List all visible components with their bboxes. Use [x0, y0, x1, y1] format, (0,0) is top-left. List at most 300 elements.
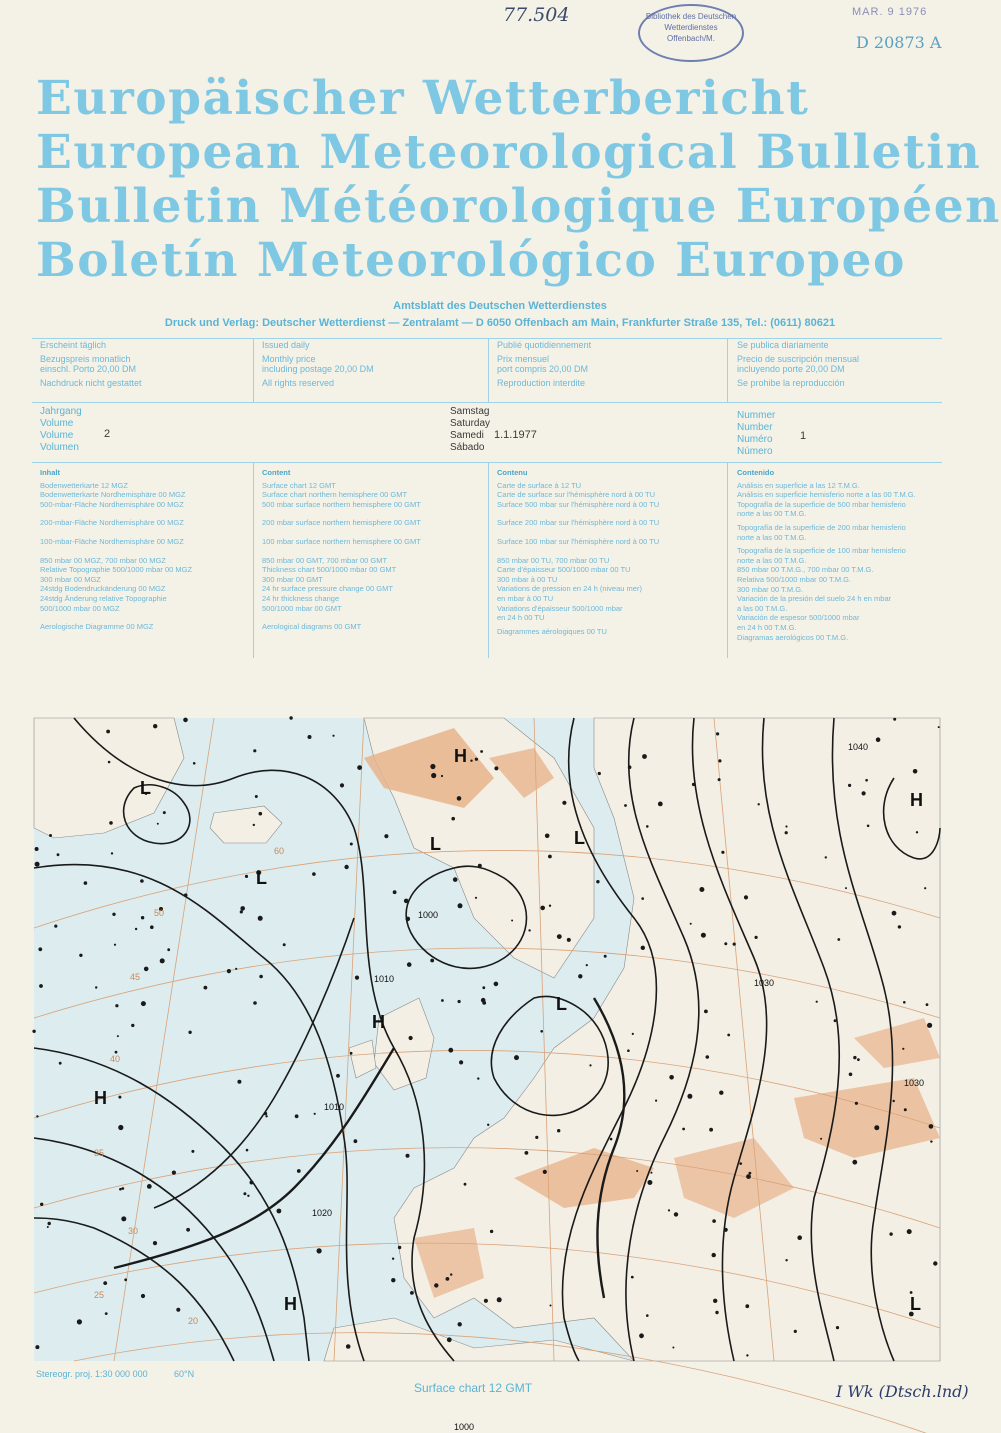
- station-marker: [57, 853, 60, 856]
- station-marker: [259, 812, 263, 816]
- station-marker: [59, 1062, 62, 1065]
- station-marker: [475, 758, 478, 761]
- station-marker: [147, 1184, 152, 1189]
- station-marker: [448, 1048, 453, 1053]
- station-marker: [150, 925, 154, 929]
- station-marker: [874, 1125, 879, 1130]
- info-german: Erscheint täglich Bezugspreis monatlich einschl. Porto 20,00 DM Nachdruck nicht gestattet: [40, 340, 142, 388]
- station-marker: [825, 856, 827, 858]
- high-pressure-label: H: [910, 790, 923, 810]
- station-marker: [453, 877, 458, 882]
- station-marker: [836, 1326, 839, 1329]
- station-marker: [121, 1216, 126, 1221]
- station-marker: [312, 872, 316, 876]
- station-marker: [589, 1064, 591, 1066]
- station-marker: [404, 899, 409, 904]
- station-marker: [111, 852, 113, 854]
- station-marker: [191, 1150, 194, 1153]
- station-marker: [647, 1180, 652, 1185]
- contents-german: Inhalt Bodenwetterkarte 12 MGZ Bodenwetterkarte Nordhemisphäre 00 MGZ 500-mbar-Fläche Nordhemisphäre 00 MGZ 200-mbar-Fläche Nordhemisphäre 00 MGZ 100-mbar-Fläche Nordhemisphäre 00 MGZ 850 mbar 00 MGZ, 700 mbar 00 MGZ Relative Topographie 500/1000 mbar 00 MGZ 300 mbar 00 MGZ 24stdg Bodendruckänderung 00 MGZ 24stdg Änderung relative Topographie 500/1000 mbar 00 MGZ Aerologische Diagramme 00 MGZ: [40, 468, 193, 632]
- station-marker: [699, 887, 704, 892]
- station-marker: [655, 1100, 657, 1102]
- latitude-label: 20: [188, 1316, 199, 1326]
- isobar-label: 1000: [418, 910, 439, 920]
- station-marker: [240, 906, 245, 911]
- station-marker: [124, 1278, 127, 1281]
- station-marker: [709, 1128, 713, 1132]
- station-marker: [816, 1001, 818, 1003]
- station-marker: [487, 1124, 489, 1126]
- station-marker: [253, 824, 255, 826]
- station-marker: [470, 760, 472, 762]
- latitude-label: 25: [94, 1290, 105, 1300]
- station-marker: [916, 831, 918, 833]
- station-marker: [35, 847, 39, 851]
- station-marker: [135, 928, 137, 930]
- station-marker: [712, 1253, 716, 1257]
- station-marker: [407, 962, 412, 967]
- station-marker: [39, 984, 43, 988]
- station-marker: [464, 1183, 467, 1186]
- station-marker: [458, 1000, 461, 1003]
- station-marker: [237, 1080, 241, 1084]
- map-caption: Surface chart 12 GMT: [414, 1381, 533, 1395]
- station-marker: [227, 969, 231, 973]
- station-marker: [204, 986, 208, 990]
- station-marker: [628, 765, 632, 769]
- latitude-label: 45: [130, 972, 141, 982]
- station-marker: [35, 862, 40, 867]
- station-marker: [176, 1308, 180, 1312]
- station-marker: [112, 913, 115, 916]
- station-marker: [36, 1115, 38, 1117]
- station-marker: [624, 804, 627, 807]
- station-marker: [458, 1322, 462, 1326]
- handwritten-note: I Wk (Dtsch.lnd): [836, 1382, 969, 1401]
- station-marker: [406, 1154, 410, 1158]
- isobar-label: 1030: [754, 978, 775, 988]
- station-marker: [557, 1129, 560, 1132]
- station-marker: [926, 1003, 929, 1006]
- station-marker: [258, 916, 263, 921]
- station-marker: [346, 1344, 351, 1349]
- station-marker: [930, 1140, 932, 1142]
- station-marker: [704, 1010, 708, 1014]
- high-pressure-label: H: [284, 1294, 297, 1314]
- station-marker: [674, 1212, 678, 1216]
- station-marker: [758, 803, 760, 805]
- volume-value: 2: [104, 428, 111, 440]
- contents-english: Content Surface chart 12 GMT Surface chart northern hemisphere 00 GMT 500 mbar surface northern hemisphere 00 GMT 200 mbar surface northern hemisphere 00 GMT 100 mbar surface northern hemisphere 00 GMT 850 mbar 00 GMT, 700 mbar 00 GMT Thickness chart 500/1000 mbar 00 GMT 300 mbar 00 GMT 24 hr surface pressure change 00 GMT 24 hr thickness change 500/1000 mbar 00 GMT Aerological diagrams 00 GMT: [262, 468, 421, 632]
- title-spanish: Boletín Meteorológico Europeo: [36, 233, 906, 288]
- station-marker: [715, 1311, 718, 1314]
- station-marker: [706, 1055, 710, 1059]
- station-marker: [118, 1125, 123, 1130]
- day-labels: Samstag Saturday Samedi Sábado: [450, 406, 491, 453]
- info-spanish: Se publica diariamente Precio de suscripción mensual incluyendo porte 20,00 DM Se prohibe la reproducción: [737, 340, 860, 388]
- station-marker: [458, 903, 463, 908]
- station-marker: [336, 1074, 340, 1078]
- station-marker: [716, 732, 719, 735]
- station-marker: [820, 1138, 822, 1140]
- station-marker: [557, 934, 562, 939]
- station-marker: [430, 959, 434, 963]
- station-marker: [543, 1170, 547, 1174]
- isobar-label: 1040: [848, 742, 869, 752]
- divider: [727, 338, 728, 402]
- volume-labels: Jahrgang Volume Volume Volumen: [40, 406, 82, 453]
- station-marker: [797, 1235, 802, 1240]
- station-marker: [153, 1241, 157, 1245]
- station-marker: [604, 955, 607, 958]
- isobar-label: 1020: [312, 1208, 333, 1218]
- station-marker: [525, 1151, 529, 1155]
- station-marker: [54, 925, 57, 928]
- station-marker: [344, 865, 348, 869]
- latitude-label: 30: [128, 1226, 139, 1236]
- station-marker: [393, 890, 397, 894]
- station-marker: [641, 897, 644, 900]
- station-marker: [938, 726, 940, 728]
- station-marker: [632, 1033, 634, 1035]
- station-marker: [183, 718, 188, 723]
- number-value: 1: [800, 430, 807, 442]
- station-marker: [35, 1345, 39, 1349]
- station-marker: [450, 1273, 452, 1275]
- station-marker: [247, 1195, 249, 1197]
- station-marker: [355, 976, 359, 980]
- station-marker: [733, 943, 736, 946]
- station-marker: [718, 759, 721, 762]
- station-marker: [478, 864, 482, 868]
- station-marker: [494, 982, 499, 987]
- station-marker: [340, 783, 344, 787]
- station-marker: [514, 1055, 519, 1060]
- station-marker: [927, 1023, 932, 1028]
- station-marker: [409, 1036, 413, 1040]
- projection-note: Stereogr. proj. 1:30 000 000: [36, 1369, 148, 1379]
- station-marker: [117, 1035, 119, 1037]
- station-marker: [243, 1192, 246, 1195]
- high-pressure-label: H: [454, 746, 467, 766]
- station-marker: [712, 1219, 716, 1223]
- station-marker: [105, 1312, 108, 1315]
- station-marker: [494, 766, 498, 770]
- low-pressure-label: L: [430, 834, 441, 854]
- station-marker: [627, 1049, 630, 1052]
- station-marker: [119, 1188, 122, 1191]
- station-marker: [40, 1203, 43, 1206]
- station-marker: [250, 1181, 254, 1185]
- title-french: Bulletin Météorologique Européen: [36, 179, 1001, 234]
- station-marker: [578, 974, 582, 978]
- station-marker: [109, 821, 113, 825]
- station-marker: [391, 1278, 395, 1282]
- station-marker: [567, 938, 571, 942]
- isobar-label: 1010: [324, 1102, 345, 1112]
- high-pressure-label: H: [372, 1012, 385, 1032]
- station-marker: [550, 1305, 552, 1307]
- station-marker: [794, 1330, 797, 1333]
- station-marker: [745, 1304, 749, 1308]
- low-pressure-label: L: [910, 1294, 921, 1314]
- issue-date: 1.1.1977: [494, 429, 537, 441]
- station-marker: [490, 1230, 493, 1233]
- station-marker: [357, 765, 362, 770]
- stamp-text: Bibliothek des Deutschen Wetterdienstes Offenbach/M.: [645, 12, 737, 43]
- station-marker: [289, 716, 292, 719]
- north-africa-land: [324, 1318, 634, 1361]
- latitude-label: 50: [154, 908, 165, 918]
- station-marker: [929, 1124, 934, 1129]
- station-marker: [641, 946, 645, 950]
- station-marker: [38, 947, 42, 951]
- info-french: Publié quotidiennement Prix mensuel port compris 20,00 DM Reproduction interdite: [497, 340, 592, 388]
- station-marker: [477, 1077, 479, 1079]
- divider: [32, 462, 942, 463]
- station-marker: [853, 1056, 856, 1059]
- station-marker: [669, 1075, 674, 1080]
- station-marker: [727, 1034, 730, 1037]
- station-marker: [332, 735, 334, 737]
- station-marker: [253, 1001, 257, 1005]
- station-marker: [446, 1277, 450, 1281]
- library-stamp: [638, 4, 744, 62]
- station-marker: [651, 1172, 653, 1174]
- high-pressure-label: H: [94, 1088, 107, 1108]
- contents-french: Contenu Carte de surface à 12 TU Carte de surface sur l'hémisphère nord à 00 TU Surface 500 mbar sur l'hémisphère nord à 00 TU Surface 200 mbar sur l'hémisphère nord à 00 TU Surface 100 mbar sur l'hémisphère nord à 00 TU 850 mbar 00 TU, 700 mbar 00 TU Carte d'épaisseur 500/1000 mbar 00 TU 300 mbar à 00 TU Variations de pression en 24 h (niveau mer) en mbar à 00 TU Variations d'épaisseur 500/1000 mbar en 24 h 00 TU Diagrammes aérologiques 00 TU: [497, 468, 660, 636]
- station-marker: [862, 791, 866, 795]
- station-marker: [548, 855, 552, 859]
- station-marker: [562, 801, 566, 805]
- official-gazette: Amtsblatt des Deutschen Wetterdienstes: [393, 300, 607, 312]
- station-marker: [350, 1052, 353, 1055]
- station-marker: [893, 1100, 895, 1102]
- station-marker: [690, 923, 692, 925]
- divider: [32, 402, 942, 403]
- title-english: European Meteorological Bulletin: [36, 125, 982, 180]
- isobar-label: 1000: [454, 1422, 475, 1432]
- station-marker: [598, 772, 601, 775]
- station-marker: [240, 910, 243, 913]
- low-pressure-label: L: [140, 778, 151, 798]
- station-marker: [848, 784, 851, 787]
- document-code: D 20873 A: [856, 33, 942, 52]
- station-marker: [724, 1228, 728, 1232]
- station-marker: [545, 834, 550, 839]
- station-marker: [384, 834, 388, 838]
- station-marker: [596, 880, 599, 883]
- station-marker: [744, 895, 748, 899]
- station-marker: [144, 967, 149, 972]
- station-marker: [865, 779, 868, 782]
- station-marker: [724, 942, 727, 945]
- station-marker: [406, 917, 411, 922]
- station-marker: [913, 769, 918, 774]
- map-drawing: [34, 718, 940, 1361]
- station-marker: [350, 843, 353, 846]
- station-marker: [739, 1162, 742, 1165]
- station-marker: [682, 1128, 685, 1131]
- station-marker: [314, 1113, 316, 1115]
- station-marker: [115, 1004, 118, 1007]
- publisher-address: Druck und Verlag: Deutscher Wetterdienst — Zentralamt — D 6050 Offenbach am Main, Frankfurter Straße 135, Tel.: (0611) 80621: [164, 317, 836, 329]
- station-marker: [457, 796, 462, 801]
- iceland-land: [210, 806, 282, 843]
- station-marker: [857, 1058, 860, 1061]
- station-marker: [297, 1169, 301, 1173]
- station-marker: [295, 1114, 299, 1118]
- station-marker: [482, 986, 485, 989]
- station-marker: [785, 831, 788, 834]
- station-marker: [646, 1314, 649, 1317]
- station-marker: [719, 1091, 723, 1095]
- station-marker: [511, 920, 513, 922]
- station-marker: [441, 999, 444, 1002]
- station-marker: [785, 1259, 787, 1261]
- station-marker: [889, 1232, 892, 1235]
- station-marker: [32, 1030, 35, 1033]
- station-marker: [392, 1258, 394, 1260]
- station-marker: [431, 773, 436, 778]
- title-german: Europäischer Wetterbericht: [36, 71, 810, 126]
- station-marker: [484, 1299, 488, 1303]
- station-marker: [721, 851, 724, 854]
- station-marker: [746, 1354, 748, 1356]
- greenland-land: [34, 718, 184, 838]
- station-marker: [672, 1347, 674, 1349]
- station-marker: [193, 762, 196, 765]
- station-marker: [876, 737, 881, 742]
- station-marker: [718, 778, 721, 781]
- station-marker: [749, 1172, 752, 1175]
- station-marker: [77, 1319, 82, 1324]
- station-marker: [540, 906, 545, 911]
- station-marker: [898, 925, 901, 928]
- divider: [32, 338, 942, 339]
- latitude-label: 40: [110, 1054, 121, 1064]
- station-marker: [48, 1222, 51, 1225]
- low-pressure-label: L: [574, 828, 585, 848]
- station-marker: [755, 936, 758, 939]
- station-marker: [834, 1019, 837, 1022]
- station-marker: [259, 975, 263, 979]
- station-marker: [668, 1209, 670, 1211]
- station-marker: [317, 1248, 322, 1253]
- station-marker: [188, 1031, 191, 1034]
- station-marker: [636, 1170, 638, 1172]
- station-marker: [746, 1174, 751, 1179]
- station-marker: [108, 761, 111, 764]
- station-marker: [103, 1281, 107, 1285]
- station-marker: [167, 948, 170, 951]
- stamp-date: MAR. 9 1976: [852, 6, 928, 18]
- station-marker: [701, 933, 706, 938]
- station-marker: [528, 929, 530, 931]
- station-marker: [141, 916, 144, 919]
- station-marker: [713, 1299, 717, 1303]
- station-marker: [837, 938, 840, 941]
- station-marker: [255, 795, 258, 798]
- station-marker: [84, 881, 88, 885]
- latitude-label: 60: [274, 846, 285, 856]
- station-marker: [451, 817, 455, 821]
- station-marker: [867, 825, 870, 828]
- station-marker: [141, 1294, 145, 1298]
- station-marker: [49, 834, 52, 837]
- station-marker: [141, 1001, 146, 1006]
- station-marker: [140, 879, 144, 883]
- station-marker: [277, 1209, 282, 1214]
- station-marker: [482, 1001, 486, 1005]
- station-marker: [283, 943, 286, 946]
- info-english: Issued daily Monthly price including postage 20,00 DM All rights reserved: [262, 340, 374, 388]
- station-marker: [398, 1246, 401, 1249]
- station-marker: [131, 1024, 134, 1027]
- station-marker: [163, 811, 166, 814]
- station-marker: [610, 1138, 613, 1141]
- station-marker: [907, 1229, 912, 1234]
- archive-number: 77.504: [503, 4, 570, 26]
- isobar-label: 1030: [904, 1078, 925, 1088]
- station-marker: [184, 893, 188, 897]
- station-marker: [106, 730, 110, 734]
- station-marker: [441, 775, 443, 777]
- station-marker: [535, 1136, 538, 1139]
- station-marker: [893, 718, 896, 721]
- station-marker: [253, 749, 256, 752]
- station-marker: [95, 986, 97, 988]
- ireland-land: [349, 1040, 376, 1078]
- station-marker: [855, 1102, 858, 1105]
- station-marker: [687, 1094, 692, 1099]
- station-marker: [785, 825, 787, 827]
- station-marker: [434, 1283, 438, 1287]
- station-marker: [480, 750, 483, 753]
- station-marker: [639, 1333, 644, 1338]
- low-pressure-label: L: [556, 994, 567, 1014]
- station-marker: [642, 754, 647, 759]
- isobar-label: 1010: [374, 974, 395, 984]
- station-marker: [430, 764, 435, 769]
- station-marker: [549, 905, 551, 907]
- station-marker: [118, 1096, 121, 1099]
- station-marker: [121, 1187, 124, 1190]
- station-marker: [157, 823, 159, 825]
- station-marker: [153, 724, 157, 728]
- station-marker: [79, 954, 82, 957]
- station-marker: [933, 1261, 937, 1265]
- station-marker: [186, 1228, 190, 1232]
- station-marker: [354, 1139, 358, 1143]
- contents-spanish: Contenido Análisis en superficie a las 12 T.M.G. Análisis en superficie hemisferio norte a las 00 T.M.G. Topografía de la superficie de 500 mbar hemisferio norte a las 00 T.M.G. Topografía de la superficie de 200 mbar hemisferio norte a las 00 T.M.G. Topografía de la superficie de 100 mbar hemisferio norte a las 00 T.M.G. 850 mbar 00 T.M.G., 700 mbar 00 T.M.G. Relativa 500/1000 mbar 00 T.M.G. 300 mbar 00 T.M.G. Variación de la presión del suelo 24 h en mbar a las 00 T.M.G. Variación de espesor 500/1000 mbar en 24 h 00 T.M.G. Diagramas aerológicos 00 T.M.G.: [737, 468, 916, 642]
- station-marker: [245, 875, 248, 878]
- divider: [488, 338, 489, 402]
- station-marker: [265, 1115, 267, 1117]
- station-marker: [692, 783, 695, 786]
- station-marker: [540, 1030, 543, 1033]
- station-marker: [849, 1073, 853, 1077]
- number-labels: Nummer Number Numéro Número: [737, 410, 776, 457]
- station-marker: [904, 1108, 907, 1111]
- station-marker: [459, 1060, 463, 1064]
- station-marker: [852, 1160, 857, 1165]
- station-marker: [586, 964, 588, 966]
- station-marker: [308, 735, 312, 739]
- station-marker: [924, 887, 926, 889]
- station-marker: [903, 1001, 906, 1004]
- station-marker: [246, 1149, 249, 1152]
